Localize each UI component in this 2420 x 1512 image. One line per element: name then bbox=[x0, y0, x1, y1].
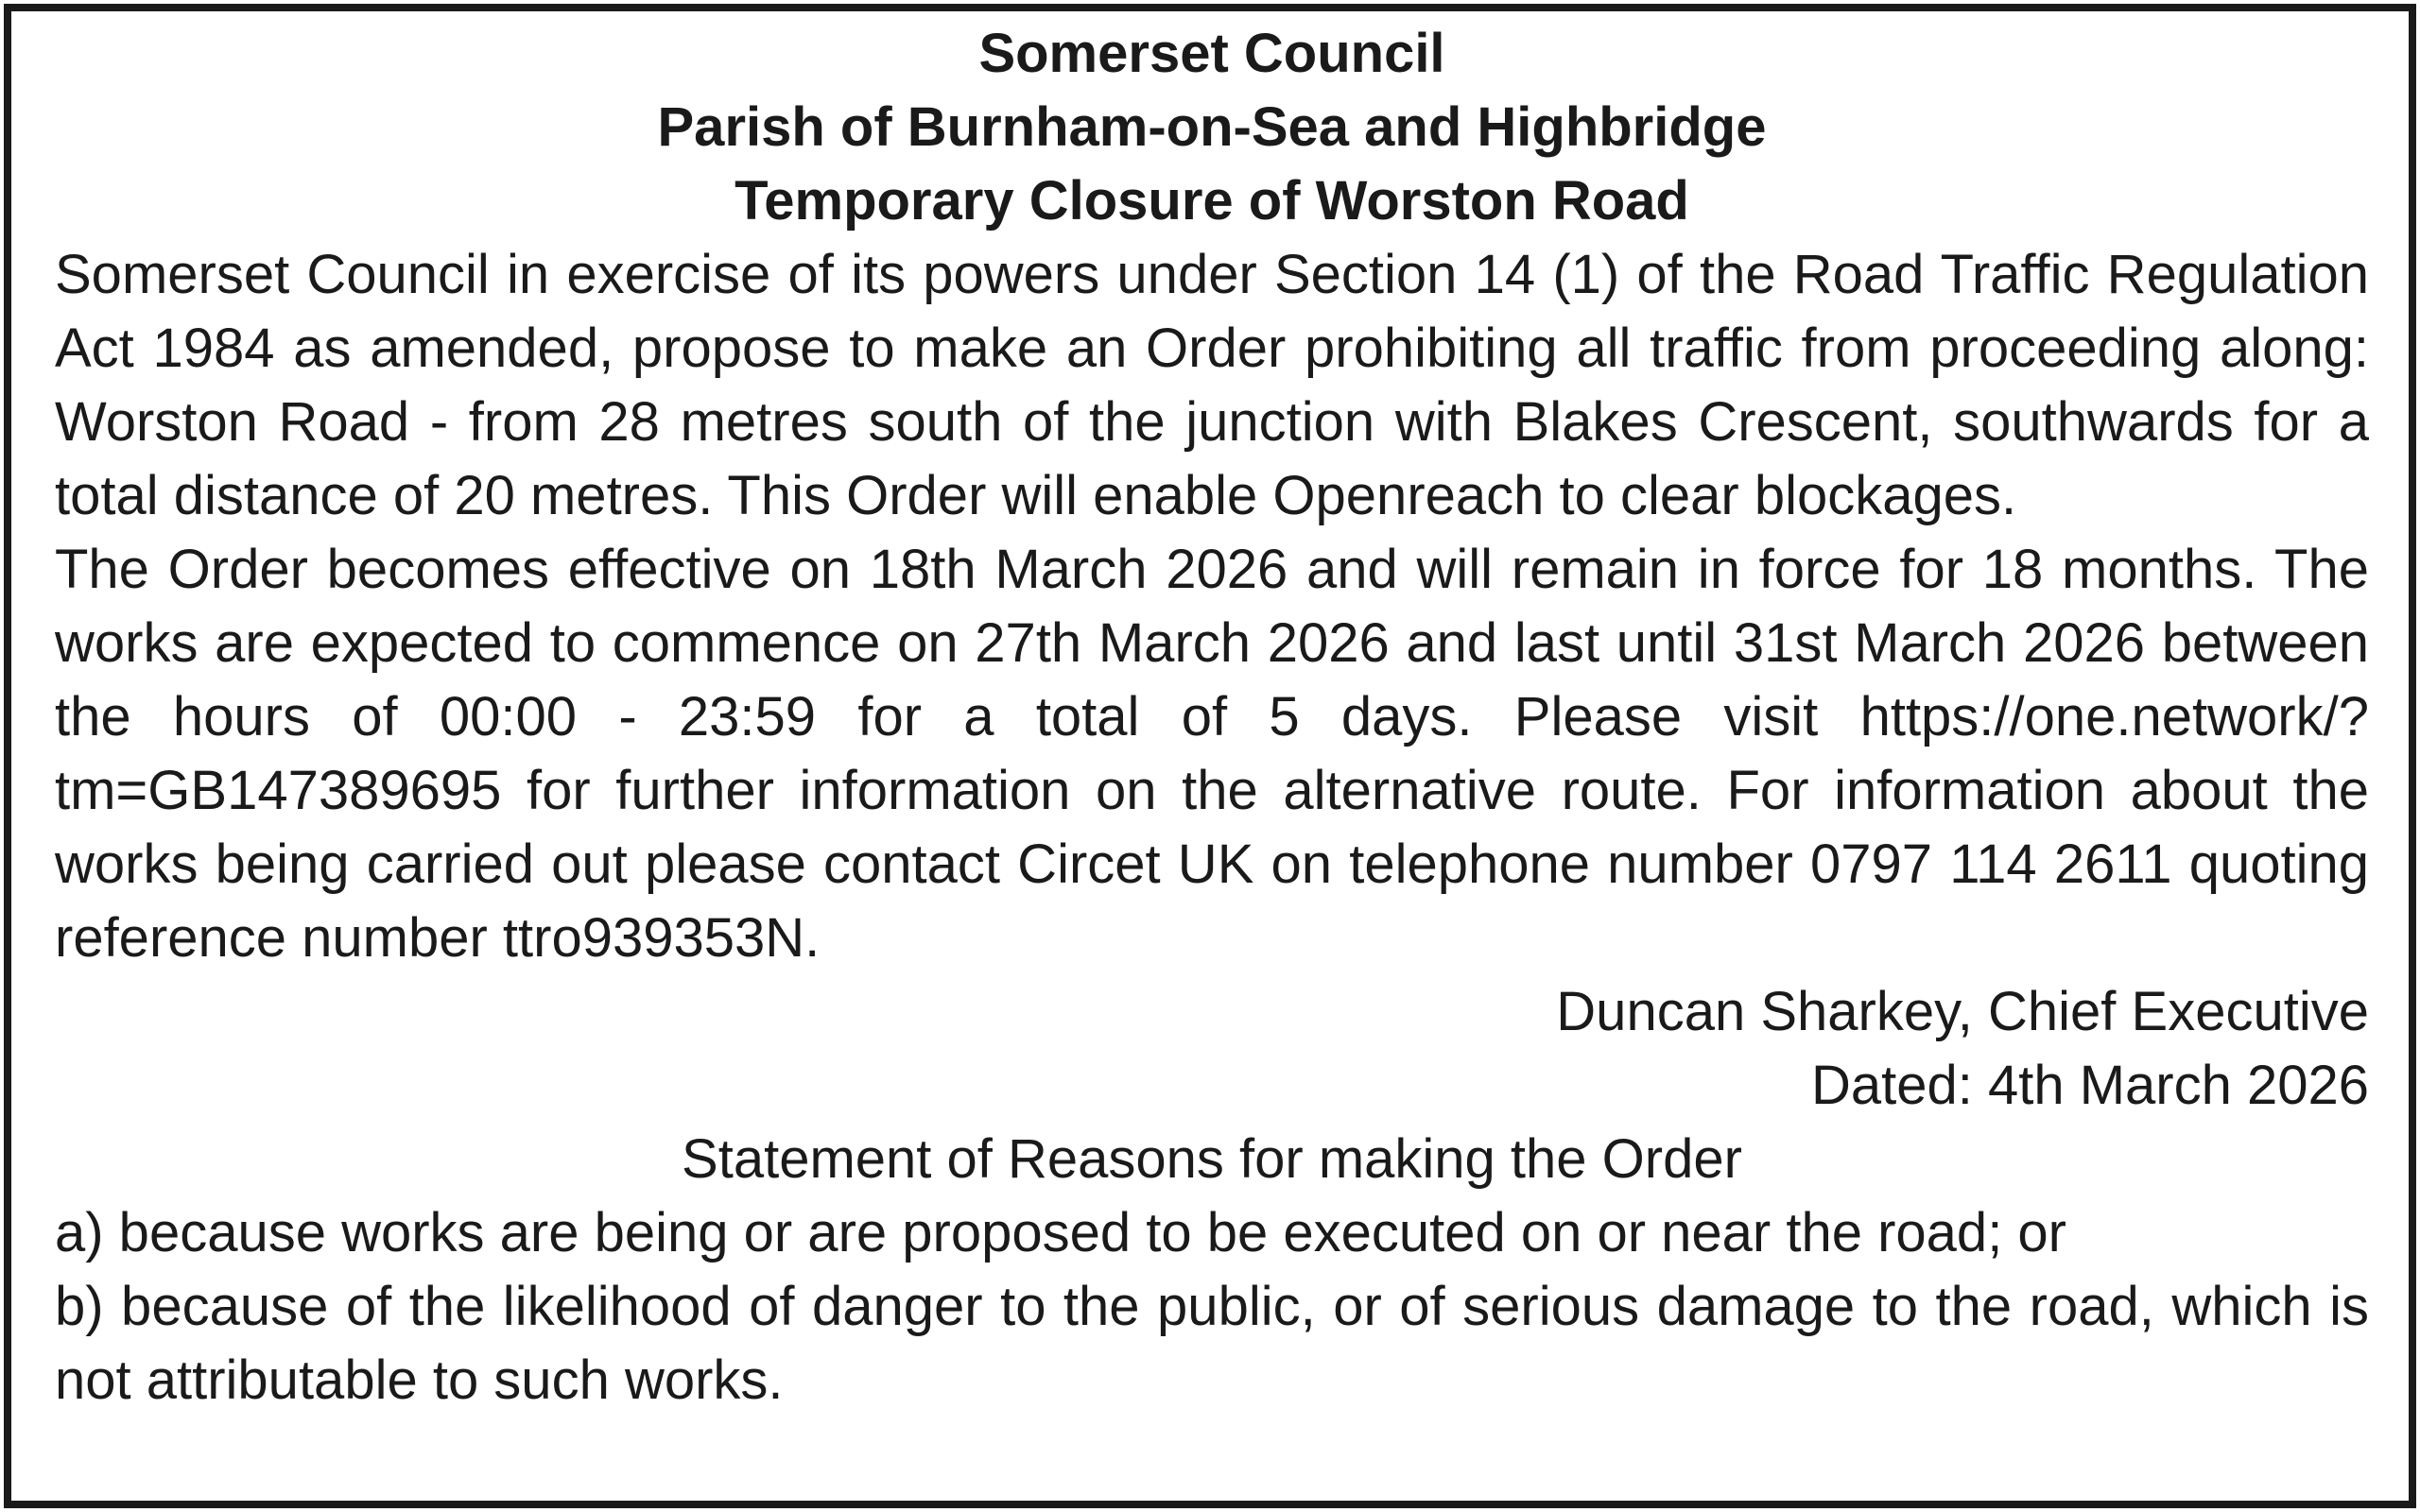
notice-title: Temporary Closure of Worston Road bbox=[735, 170, 1689, 232]
date-line: Dated: 4th March 2026 bbox=[1810, 1055, 2369, 1116]
public-notice bbox=[4, 4, 2416, 1508]
reason-b: b) because of the likelihood of danger to the public, or of serious damage to the road, which is not attributable to such works. bbox=[55, 1276, 2369, 1411]
parish-name: Parish of Burnham-on-Sea and Highbridge bbox=[657, 96, 1767, 158]
council-name: Somerset Council bbox=[978, 23, 1445, 84]
order-paragraph: Somerset Council in exercise of its powers under Section 14 (1) of the Road Traffic Regulation Act 1984 as amended, propose to make an Order prohibiting all traffic from proceeding along: Worston Road - from 28 metres south of the junction with Blakes Crescent, southwards for a total distance of 20 metres. This Order will enable Openreach to clear blockages. bbox=[55, 244, 2369, 526]
reasons-heading: Statement of Reasons for making the Order bbox=[682, 1128, 1742, 1190]
reason-a: a) because works are being or are proposed to be executed on or near the road; or bbox=[55, 1202, 2066, 1263]
signatory: Duncan Sharkey, Chief Executive bbox=[1556, 981, 2369, 1042]
effective-paragraph: The Order becomes effective on 18th March 2026 and will remain in force for 18 months. The works are expected to commence on 27th March 2026 and last until 31st March 2026 between the hours of 00:00 - 23:59 for a total of 5 days. Please visit https://one.network/?tm=GB147389695 for further information on the alternative route. For information about the works being carried out please contact Circet UK on telephone number 0797 114 2611 quoting reference number ttro939353N. bbox=[55, 539, 2369, 969]
